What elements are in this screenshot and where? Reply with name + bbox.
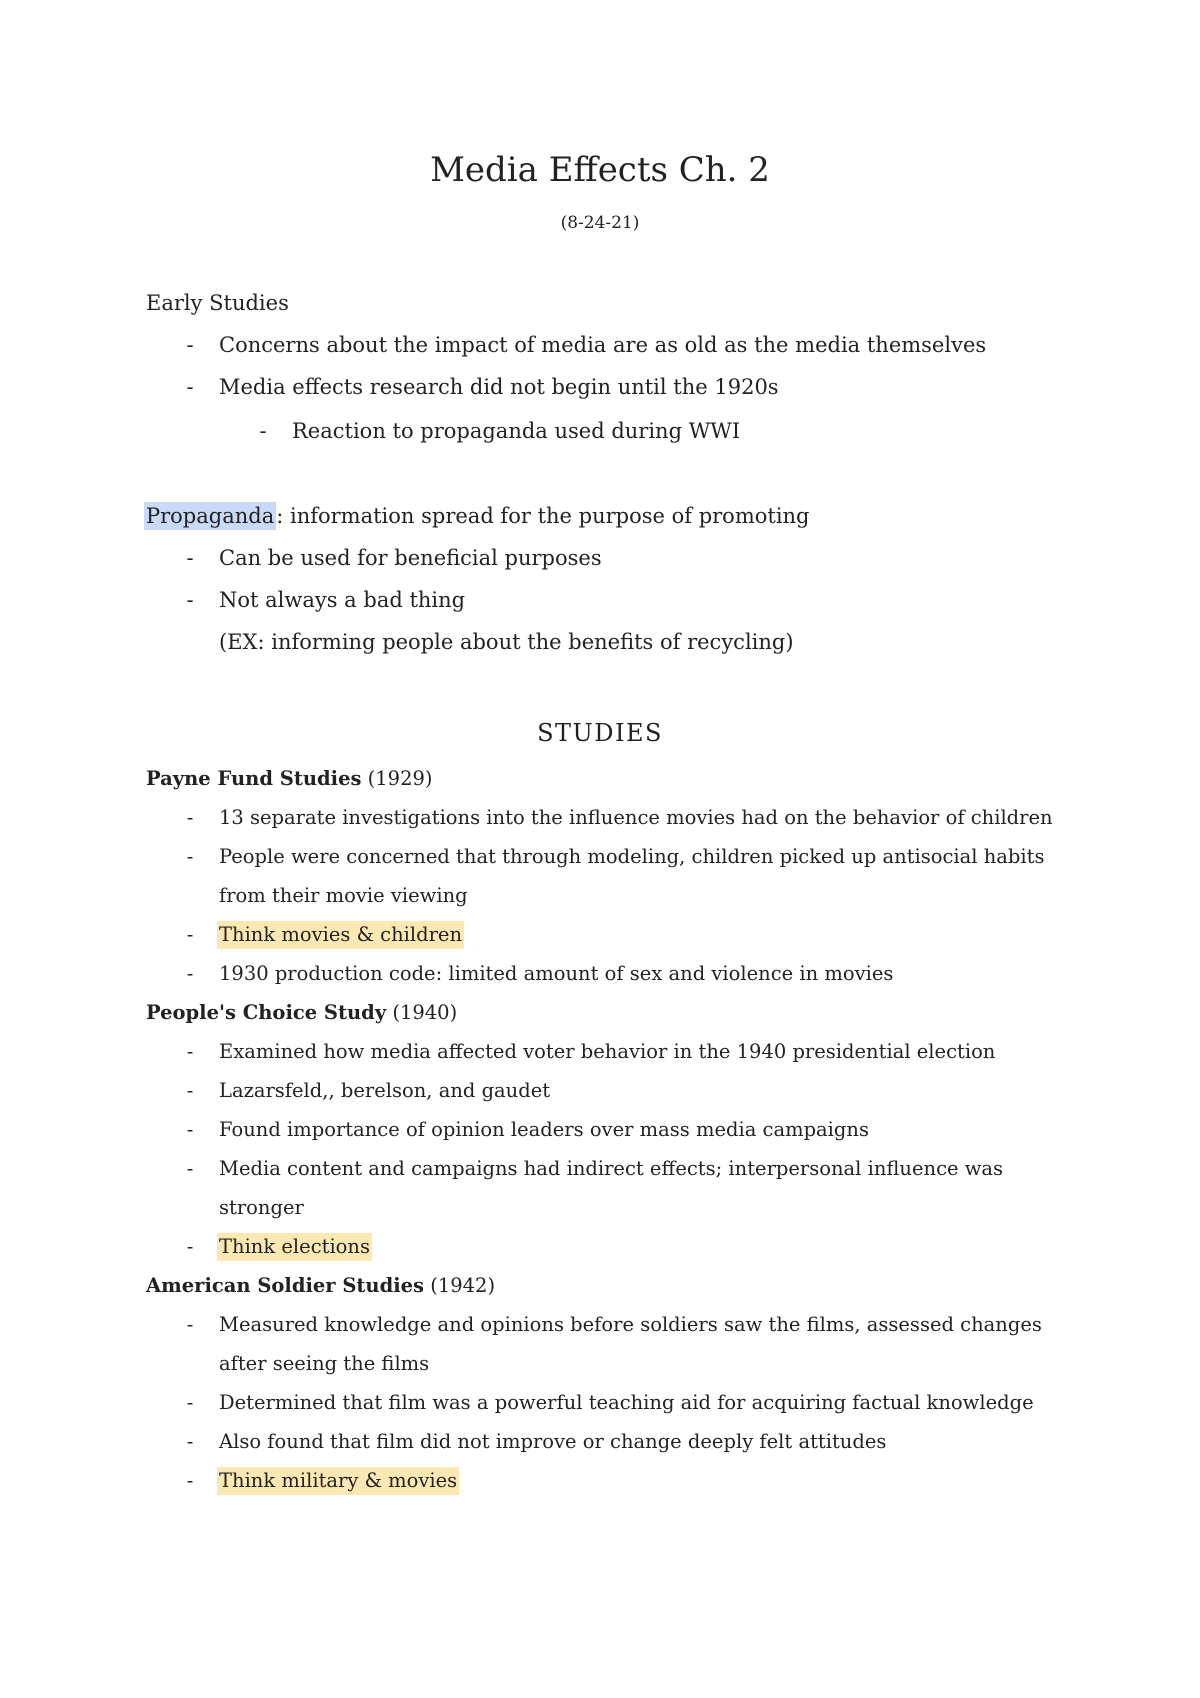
list-item-text: 1930 production code: limited amount of sex and violence in movies xyxy=(219,962,894,985)
list-item-text: People were concerned that through modeling, children picked up antisocial habits xyxy=(219,845,1045,868)
list-item-text: Can be used for beneficial purposes xyxy=(219,546,602,570)
dash-marker: - xyxy=(186,1391,194,1414)
list-item-text: from their movie viewing xyxy=(219,884,468,907)
list-item-text: stronger xyxy=(219,1196,304,1219)
list-item-text: Lazarsfeld,, berelson, and gaudet xyxy=(219,1079,551,1102)
highlighted-takeaway: Think military & movies xyxy=(217,1467,459,1495)
dash-marker: - xyxy=(186,546,194,570)
list-item-text: Reaction to propaganda used during WWI xyxy=(292,419,741,443)
dash-marker: - xyxy=(186,1235,194,1258)
date-label: (8-24-21) xyxy=(560,213,640,233)
study-heading-peoples-choice xyxy=(146,999,457,1027)
list-item-text: 13 separate investigations into the influence movies had on the behavior of children xyxy=(219,806,1053,829)
propaganda-definition-text: : information spread for the purpose of promoting xyxy=(276,504,810,528)
list-item-text: Measured knowledge and opinions before soldiers saw the films, assessed changes xyxy=(219,1313,1042,1336)
study-name: American Soldier Studies xyxy=(146,1274,425,1297)
dash-marker: - xyxy=(186,375,194,399)
propaganda-term: Propaganda xyxy=(146,504,275,528)
dash-marker: - xyxy=(186,1157,194,1180)
list-item-text: Examined how media affected voter behavior in the 1940 presidential election xyxy=(219,1040,996,1063)
study-year: (1942) xyxy=(424,1274,496,1297)
highlighted-takeaway: Think elections xyxy=(217,1233,372,1261)
study-heading-payne xyxy=(146,765,433,793)
dash-marker: - xyxy=(186,333,194,357)
list-item-text: Not always a bad thing xyxy=(219,588,466,612)
dash-marker: - xyxy=(186,588,194,612)
list-item-text: Media content and campaigns had indirect effects; interpersonal influence was xyxy=(219,1157,1004,1180)
dash-marker: - xyxy=(186,923,194,946)
studies-heading: STUDIES xyxy=(537,719,663,747)
dash-marker: - xyxy=(186,1040,194,1063)
dash-marker: - xyxy=(186,845,194,868)
list-item-text: Also found that film did not improve or change deeply felt attitudes xyxy=(219,1430,887,1453)
dash-marker: - xyxy=(186,1430,194,1453)
list-item-text: Media effects research did not begin until the 1920s xyxy=(219,375,779,399)
list-item-text: Concerns about the impact of media are as old as the media themselves xyxy=(219,333,987,357)
dash-marker: - xyxy=(186,962,194,985)
dash-marker: - xyxy=(186,1313,194,1336)
highlighted-takeaway: Think movies & children xyxy=(217,921,464,949)
study-name: Payne Fund Studies xyxy=(146,767,362,790)
section-heading-early-studies: Early Studies xyxy=(146,291,289,315)
study-year: (1929) xyxy=(361,767,433,790)
study-year: (1940) xyxy=(386,1001,458,1024)
study-name: People's Choice Study xyxy=(146,1001,387,1024)
dash-marker: - xyxy=(186,1079,194,1102)
dash-marker: - xyxy=(259,419,267,443)
list-item-text: Determined that film was a powerful teaching aid for acquiring factual knowledge xyxy=(219,1391,1034,1414)
propaganda-definition xyxy=(146,501,810,531)
list-item-text: after seeing the films xyxy=(219,1352,430,1375)
dash-marker: - xyxy=(186,1469,194,1492)
dash-marker: - xyxy=(186,806,194,829)
list-item-text: Found importance of opinion leaders over mass media campaigns xyxy=(219,1118,869,1141)
dash-marker: - xyxy=(186,1118,194,1141)
study-heading-american-soldier xyxy=(146,1272,495,1300)
page-title: Media Effects Ch. 2 xyxy=(430,150,770,190)
propaganda-example: (EX: informing people about the benefits of recycling) xyxy=(219,630,794,654)
